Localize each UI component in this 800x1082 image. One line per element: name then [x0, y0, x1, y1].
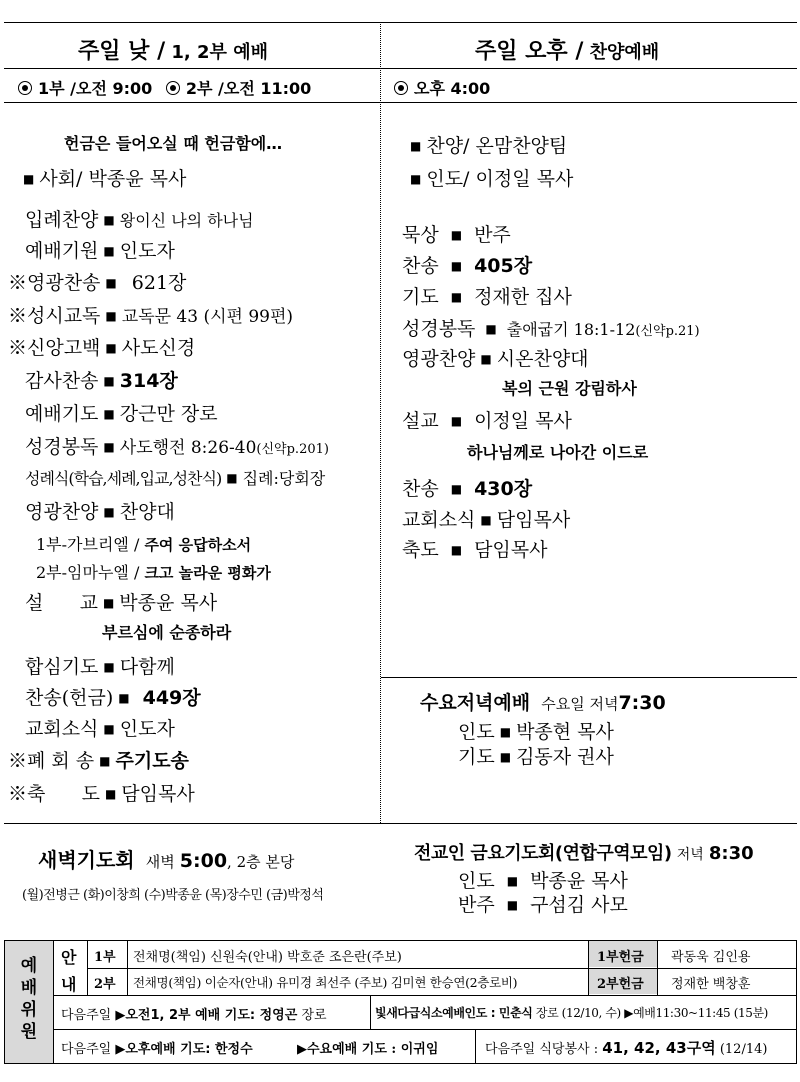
order-row: 감사찬송 ■ 314장	[25, 370, 178, 392]
order-value: 사도신경	[121, 337, 196, 359]
next-pre: 다음주일	[61, 1008, 112, 1023]
order-row: 예배기도 ■ 강근만 장로	[25, 403, 218, 425]
order-label: ※신앙고백	[8, 337, 101, 359]
side-char: 예	[20, 956, 38, 976]
left-times	[18, 76, 311, 99]
left-title-main: 주일 낮 /	[78, 39, 166, 64]
order-label: 찬송(헌금)	[25, 687, 114, 709]
radio-2	[166, 81, 180, 95]
side-char: 배	[20, 978, 38, 998]
next-meal-pre: 다음주일 식당봉사 :	[485, 1042, 599, 1057]
time-pm: 오후 4:00	[414, 79, 491, 98]
choir-row	[36, 560, 271, 583]
dawn-time: 5:00	[179, 850, 228, 872]
order-label: 감사찬송	[25, 370, 99, 392]
dawn-schedule: (월)전병근 (화)이창희 (수)박종윤 (목)장수민 (금)박정석	[22, 888, 324, 903]
wednesday-heading	[420, 688, 666, 715]
order-note: (신약p.21)	[635, 324, 700, 339]
radio-1	[18, 81, 32, 95]
order-row: ※신앙고백 ■ 사도신경	[8, 337, 196, 359]
order-value: 주기도송	[115, 750, 189, 772]
order2-row: 찬송(헌금) ■ 449장	[25, 687, 201, 709]
wednesday-time: 7:30	[618, 692, 666, 714]
order-value: 찬양대	[119, 501, 175, 523]
order-label: 찬송	[402, 255, 439, 277]
next-meal	[485, 1037, 767, 1058]
offering-label: 1부헌금	[597, 950, 644, 965]
order-label: 찬송	[402, 478, 439, 500]
right-time	[394, 76, 490, 99]
pm-sermon-row: 설교 ■ 이정일 목사	[402, 410, 572, 432]
pm-sermon-title: 하나님께로 나아간 이드로	[467, 443, 649, 462]
order-label: 묵상	[402, 224, 439, 246]
friday-leader: 인도 ■ 박종윤 목사	[458, 870, 628, 892]
order-value: 인도자	[119, 718, 175, 740]
lower-divider	[4, 823, 797, 824]
order-value: 621장	[131, 272, 187, 294]
leader-text: 인도/ 이정일 목사	[426, 168, 574, 190]
left-title	[78, 34, 268, 65]
time-2: 2부 /오전 11:00	[185, 79, 312, 98]
pm-order2-row: 교회소식 ■ 담임목사	[402, 509, 571, 531]
order-label: ※축 도	[8, 783, 100, 805]
pm-order2-row: 찬송 ■ 430장	[402, 478, 533, 500]
pm-order-row: 영광찬양 ■ 시온찬양대	[402, 348, 589, 370]
bread-text: 빛새다급식소예배인도 : 민춘식	[375, 1006, 533, 1020]
order-value: 담임목사	[121, 783, 195, 805]
order-label: 예배기원	[25, 240, 99, 262]
leader-value: 박종현 목사	[516, 721, 614, 743]
next-pm	[61, 1038, 253, 1057]
sermon-value: 이정일 목사	[474, 410, 572, 432]
friday-heading	[414, 839, 754, 865]
order-value: 인도자	[119, 240, 175, 262]
sermon-title: 부르심에 순종하라	[102, 623, 232, 642]
friday-time: 8:30	[708, 843, 754, 864]
friday-time-label: 저녁	[676, 847, 704, 863]
accomp-value: 구섬김 사모	[530, 894, 628, 916]
order-value: 405장	[474, 255, 533, 277]
col-line	[475, 1029, 476, 1063]
order-value: 담임목사	[474, 539, 548, 561]
order2-row: 합심기도 ■ 다함께	[25, 656, 175, 678]
order-row: 성경봉독 ■ 사도행전 8:26-40(신약p.201)	[25, 436, 329, 458]
order-value: 집례:당회장	[242, 469, 326, 488]
order2-row: ※축 도 ■ 담임목사	[8, 783, 195, 805]
order-value: 강근만 장로	[119, 403, 218, 425]
staff-table	[4, 940, 797, 1064]
side-char: 위	[20, 1000, 38, 1020]
side-label	[19, 955, 39, 1043]
pm-choir-song: 복의 근원 강림하사	[502, 379, 637, 398]
order-label: 성례식(학습,세례,입교,성찬식)	[25, 469, 222, 488]
offering-label: 2부헌금	[597, 977, 644, 992]
wednesday-leader: 인도 ■ 박종현 목사	[458, 721, 614, 743]
top-border	[4, 22, 797, 23]
part-label: 2부	[94, 977, 116, 992]
next-prayer	[61, 1004, 327, 1023]
sermon-row: 설 교 ■ 박종윤 목사	[25, 592, 218, 614]
bread-service	[375, 1004, 768, 1021]
order-label: 합심기도	[25, 656, 99, 678]
left-title-sub: 1, 2부 예배	[165, 42, 268, 63]
order-value: 교독문 43 (시편 99편)	[121, 307, 294, 327]
time-divider	[4, 102, 797, 103]
col-line	[53, 941, 54, 1063]
leader-label: 인도	[458, 870, 495, 892]
pm-order-row: 성경봉독 ■ 출애굽기 18:1-12(신약p.21)	[402, 318, 700, 340]
order-value: 출애굽기 18:1-12	[506, 320, 636, 339]
choir-song: 크고 놀라운 평화가	[144, 564, 271, 582]
order-value: 반주	[474, 224, 511, 246]
pm-order-row: 기도 ■ 정재한 집사	[402, 286, 572, 308]
dawn-title: 새벽기도회	[38, 848, 135, 872]
right-title-main: 주일 오후 /	[475, 39, 584, 64]
order-value: 430장	[474, 478, 533, 500]
row-line	[87, 968, 796, 969]
center-divider	[380, 22, 381, 823]
order-value: 정재한 집사	[474, 286, 572, 308]
order-label: 성경봉독	[402, 318, 476, 340]
order-row: 입례찬양 ■ 왕이신 나의 하나님	[25, 209, 254, 231]
friday-accomp: 반주 ■ 구섬김 사모	[458, 894, 628, 916]
wednesday-title: 수요저녁예배	[420, 692, 531, 714]
presider	[18, 164, 186, 191]
order-value: 449장	[142, 687, 201, 709]
order-label: 영광찬양	[25, 501, 99, 523]
order-label: 입례찬양	[25, 209, 99, 231]
leader-label: 인도	[458, 721, 495, 743]
order-label: 교회소식	[25, 718, 99, 740]
dawn-time-label: 새벽	[145, 853, 175, 871]
next-wed: ▶수요예배 기도 : 이귀임	[297, 1042, 439, 1057]
prayer-label: 기도	[458, 746, 495, 768]
right-title	[475, 34, 659, 65]
choir-part: 2부-임마누엘 /	[36, 563, 140, 582]
sermon-label: 설 교	[25, 592, 98, 614]
wednesday-top-line	[381, 677, 797, 678]
choir-row	[36, 532, 251, 555]
accomp-label: 반주	[458, 894, 495, 916]
bread-suffix: 장로 (12/10, 수) ▶예배11:30~11:45 (15분)	[535, 1006, 768, 1020]
pm-order-row: 묵상 ■ 반주	[402, 224, 511, 246]
order-note: (신약p.201)	[256, 442, 329, 457]
dawn-place: , 2층 본당	[227, 853, 295, 871]
order2-row: ※폐 회 송 ■ 주기도송	[8, 750, 189, 772]
pm-order2-row: 축도 ■ 담임목사	[402, 539, 548, 561]
order-label: 기도	[402, 286, 439, 308]
guide-label: 내	[61, 975, 77, 994]
offering-staff: 곽동욱 김인용	[671, 950, 751, 965]
part-label: 1부	[94, 950, 116, 965]
choir-song: 주여 응답하소서	[144, 536, 252, 554]
order-value: 사도행전 8:26-40	[119, 438, 257, 458]
header-divider	[4, 68, 797, 69]
staff-list: 전채명(책임) 신원숙(안내) 박호준 조은란(주보)	[133, 950, 402, 965]
friday-title: 전교인 금요기도회(연합구역모임)	[414, 843, 672, 864]
staff-list: 전채명(책임) 이순자(안내) 유미경 최선주 (주보) 김미현 한승연(2층로비)	[133, 975, 518, 990]
order-value: 시온찬양대	[496, 348, 589, 370]
dawn-heading	[38, 844, 294, 873]
praise-text: 찬양/ 온맘찬양팀	[426, 135, 568, 157]
row-line	[53, 995, 796, 996]
order-value: 다함께	[119, 656, 175, 678]
order-label: 교회소식	[402, 509, 476, 531]
col-line	[370, 995, 371, 1029]
order-row: ※성시교독 ■ 교독문 43 (시편 99편)	[8, 305, 294, 327]
order-label: ※영광찬송	[8, 272, 101, 294]
next-pm-text: ▶오후예배 기도: 한정수	[115, 1042, 253, 1057]
right-title-sub: 찬양예배	[583, 42, 660, 63]
next-meal-date: (12/14)	[719, 1042, 768, 1057]
pm-order-row: 찬송 ■ 405장	[402, 255, 533, 277]
order-value: 왕이신 나의 하나님	[119, 211, 254, 230]
side-char: 원	[20, 1022, 38, 1042]
order-value: 314장	[119, 370, 178, 392]
order-label: 성경봉독	[25, 436, 99, 458]
sermon-value: 박종윤 목사	[119, 592, 218, 614]
order2-row: 교회소식 ■ 인도자	[25, 718, 175, 740]
leader-value: 박종윤 목사	[530, 870, 628, 892]
bullet: ■	[23, 172, 35, 186]
offering-note: 헌금은 들어오실 때 헌금함에…	[64, 134, 283, 153]
order-label: 예배기도	[25, 403, 99, 425]
sermon-label: 설교	[402, 410, 439, 432]
order-row: 예배기원 ■ 인도자	[25, 240, 175, 262]
next-prayer-suffix: 장로	[301, 1008, 327, 1023]
next-pre: 다음주일	[61, 1042, 112, 1057]
order-value: 담임목사	[496, 509, 571, 531]
order-row: ※영광찬송 ■ 621장	[8, 272, 187, 294]
choir-part: 1부-가브리엘 /	[36, 535, 140, 554]
order-label: ※폐 회 송	[8, 750, 95, 772]
presider-text: 사회/ 박종윤 목사	[39, 168, 187, 190]
order-label: 영광찬양	[402, 348, 476, 370]
guide-label: 안	[61, 948, 77, 967]
wednesday-time-label: 수요일 저녁	[541, 695, 619, 713]
order-row: 성례식(학습,세례,입교,성찬식) ■ 집례:당회장	[25, 469, 326, 488]
time-1: 1부 /오전 9:00	[38, 79, 153, 98]
wednesday-prayer: 기도 ■ 김동자 권사	[458, 746, 614, 768]
offering-staff: 정재한 백창훈	[671, 977, 751, 992]
order-label: ※성시교독	[8, 305, 101, 327]
next-meal-text: 41, 42, 43구역	[602, 1039, 716, 1057]
radio-3	[394, 81, 408, 95]
order-label: 축도	[402, 539, 439, 561]
praise-team: ■ 찬양/ 온맘찬양팀	[410, 135, 568, 157]
pm-leader: ■ 인도/ 이정일 목사	[410, 168, 574, 190]
row-line	[53, 1029, 796, 1030]
prayer-value: 김동자 권사	[516, 746, 614, 768]
order-row: 영광찬양 ■ 찬양대	[25, 501, 175, 523]
next-prayer-text: ▶오전1, 2부 예배 기도: 정영곤	[115, 1008, 298, 1023]
